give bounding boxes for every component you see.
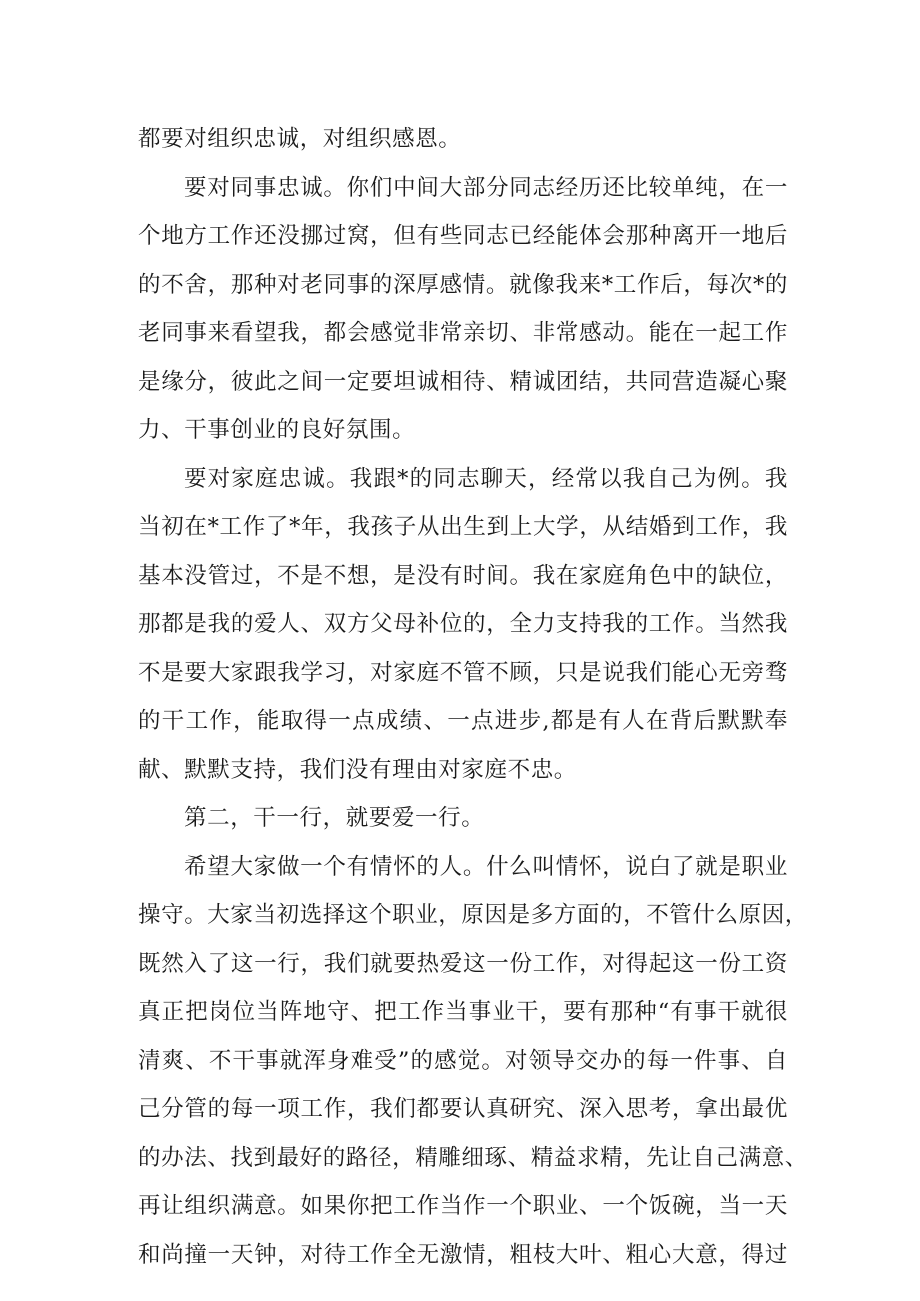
text-line: 清爽、不干事就浑身难受”的感觉。对领导交办的每一件事、自 <box>138 1047 788 1074</box>
text-line: 真正把岗位当阵地守、把工作当事业干，要有那种“有事干就很 <box>138 999 788 1025</box>
text-line: 是缘分，彼此之间一定要坦诚相待、精诚团结，共同营造凝心聚 <box>138 368 788 395</box>
text-line: 老同事来看望我，都会感觉非常亲切、非常感动。能在一起工作 <box>138 320 788 346</box>
text-line: 要对家庭忠诚。我跟*的同志聊天，经常以我自己为例。我 <box>184 465 788 492</box>
text-line: 不是要大家跟我学习，对家庭不管不顾，只是说我们能心无旁骛 <box>138 659 788 686</box>
text-line: 操守。大家当初选择这个职业，原因是多方面的，不管什么原因， <box>138 902 808 928</box>
text-line: 都要对组织忠诚，对组织感恩。 <box>138 126 462 152</box>
text-line: 那都是我的爱人、双方父母补位的，全力支持我的工作。当然我 <box>138 611 788 637</box>
text-line: 希望大家做一个有情怀的人。什么叫情怀，说白了就是职业 <box>184 853 788 880</box>
text-line: 第二，干一行，就要爱一行。 <box>184 805 485 831</box>
text-line: 再让组织满意。如果你把工作当作一个职业、一个饭碗，当一天 <box>138 1193 788 1219</box>
text-line: 当初在*工作了*年，我孩子从出生到上大学，从结婚到工作，我 <box>138 514 788 540</box>
text-line: 己分管的每一项工作，我们都要认真研究、深入思考，拿出最优 <box>138 1096 788 1122</box>
text-line: 个地方工作还没挪过窝，但有些同志已经能体会那种离开一地后 <box>138 223 788 249</box>
text-line: 既然入了这一行，我们就要热爱这一份工作，对得起这一份工资 <box>138 950 788 977</box>
text-line: 基本没管过，不是不想，是没有时间。我在家庭角色中的缺位， <box>138 562 788 589</box>
text-line: 要对同事忠诚。你们中间大部分同志经历还比较单纯，在一 <box>184 174 788 201</box>
text-line: 力、干事创业的良好氛围。 <box>138 417 416 443</box>
text-line: 和尚撞一天钟，对待工作全无激情，粗枝大叶、粗心大意，得过 <box>138 1241 788 1268</box>
text-line: 献、默默支持，我们没有理由对家庭不忠。 <box>138 756 577 783</box>
text-line: 的干工作，能取得一点成绩、一点进步,都是有人在背后默默奉 <box>138 708 788 734</box>
document-body <box>138 115 808 1279</box>
text-line: 的不舍，那种对老同事的深厚感情。就像我来*工作后，每次*的 <box>138 271 788 298</box>
text-line: 的办法、找到最好的路径，精雕细琢、精益求精，先让自己满意、 <box>138 1144 808 1171</box>
